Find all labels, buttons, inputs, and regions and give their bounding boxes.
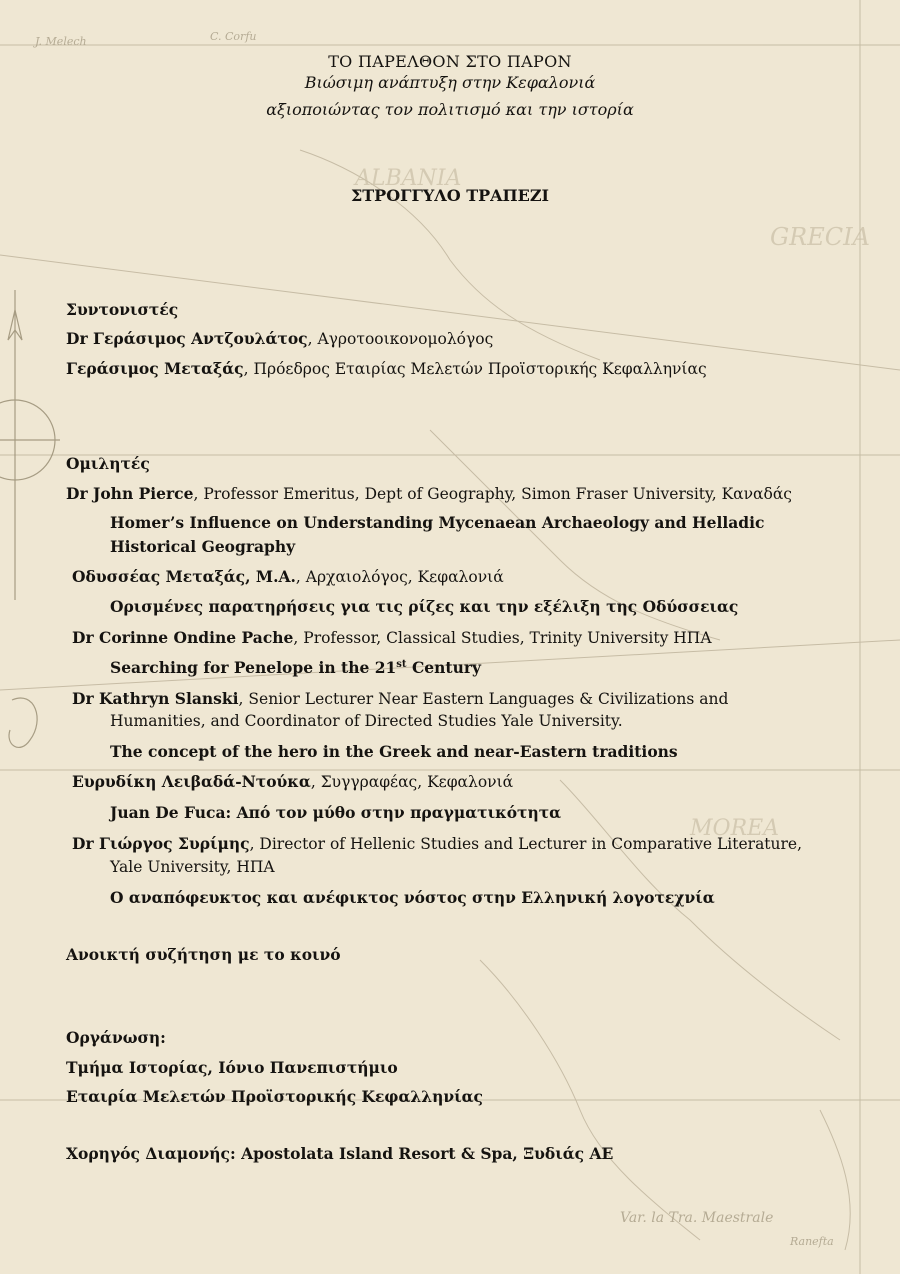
speaker-2 (72, 567, 504, 586)
speaker-name: Οδυσσέας Μεταξάς, M.A. (72, 567, 296, 586)
organizer-2: Εταιρία Μελετών Προϊστορικής Κεφαλληνίας (66, 1087, 483, 1106)
moderator-2 (66, 359, 707, 378)
header-subtitle-2: αξιοποιώντας τον πολιτισμό και την ιστορία (266, 100, 634, 119)
speaker-role-cont: Humanities, and Coordinator of Directed Studies Yale University. (110, 712, 623, 730)
moderator-name: Γεράσιμος Μεταξάς (66, 359, 244, 378)
organizer-1: Τμήμα Ιστορίας, Ιόνιο Πανεπιστήμιο (66, 1058, 398, 1077)
talk-title-text: Searching for Penelope in the 21 (110, 658, 397, 677)
svg-text:Ranefta: Ranefta (790, 1235, 834, 1248)
speaker-name: Ευρυδίκη Λειβαδά-Ντούκα (72, 772, 311, 791)
moderator-1 (66, 329, 493, 348)
speaker-name: Dr Γιώργος Συρίμης (72, 834, 250, 853)
svg-text:J. Melech: J. Melech (35, 35, 87, 48)
talk-title: Homer’s Influence on Understanding Mycenaean Archaeology and Helladic (110, 513, 765, 532)
talk-title: Ο αναπόφευκτος και ανέφικτος νόστος στην Ελληνική λογοτεχνία (110, 888, 715, 907)
speaker-role: , Professor Emeritus, Dept of Geography, Simon Fraser University, Καναδάς (193, 485, 792, 503)
moderator-name: Dr Γεράσιμος Αντζουλάτος (66, 329, 308, 348)
speaker-role: , Senior Lecturer Near Eastern Languages & Civilizations and (238, 690, 729, 708)
moderator-role: , Αγροτοοικονομολόγος (307, 330, 494, 348)
talk-title: The concept of the hero in the Greek and near-Eastern traditions (110, 742, 678, 761)
talk-title: Ορισμένες παρατηρήσεις για τις ρίζες και την εξέλιξη της Οδύσσειας (110, 597, 739, 616)
sponsor-line: Χορηγός Διαμονής: Apostolata Island Resort & Spa, Ξυδιάς ΑΕ (66, 1144, 614, 1163)
talk-title: Juan De Fuca: Από τον μύθο στην πραγματικότητα (110, 803, 562, 822)
speaker-5 (72, 772, 513, 791)
speaker-1 (66, 484, 792, 503)
speaker-name: Dr Kathryn Slanski (72, 689, 239, 708)
speaker-role: , Professor, Classical Studies, Trinity University ΗΠΑ (293, 629, 712, 647)
svg-text:C. Corfu: C. Corfu (210, 30, 257, 43)
speaker-name: Dr John Pierce (66, 484, 194, 503)
talk-title-sup: st (396, 658, 407, 670)
header-title: ΤΟ ΠΑΡΕΛΘΟΝ ΣΤΟ ΠΑΡΟΝ (328, 52, 572, 71)
header-subtitle: Βιώσιμη ανάπτυξη στην Κεφαλονιά (304, 73, 596, 92)
svg-text:Var. la Tra. Maestrale: Var. la Tra. Maestrale (620, 1210, 774, 1226)
talk-title (110, 658, 481, 677)
moderators-heading: Συντονιστές (66, 300, 179, 319)
speaker-role-cont: Yale University, ΗΠΑ (110, 858, 275, 876)
svg-text:ALBANIA: ALBANIA (355, 166, 462, 191)
speaker-4 (72, 689, 728, 708)
organization-heading: Οργάνωση: (66, 1028, 166, 1047)
svg-text:GRECIA: GRECIA (770, 223, 870, 251)
talk-title-cont: Historical Geography (110, 537, 296, 556)
section-title: ΣΤΡΟΓΓΥΛΟ ΤΡΑΠΕΖΙ (350, 186, 550, 205)
speaker-3 (72, 628, 712, 647)
speakers-heading: Ομιλητές (66, 454, 150, 473)
speaker-role: , Αρχαιολόγος, Κεφαλονιά (295, 568, 504, 586)
speaker-role: , Συγγραφέας, Κεφαλονιά (310, 773, 514, 791)
speaker-role: , Director of Hellenic Studies and Lecturer in Comparative Literature, (249, 835, 803, 853)
svg-text:MOREA: MOREA (690, 816, 780, 841)
speaker-6 (72, 834, 802, 853)
open-discussion: Ανοικτή συζήτηση με το κοινό (66, 945, 341, 964)
speaker-name: Dr Corinne Ondine Pache (72, 628, 294, 647)
talk-title-text-end: Century (406, 658, 482, 677)
moderator-role: , Πρόεδρος Εταιρίας Μελετών Προϊστορικής Κεφαλληνίας (243, 360, 707, 378)
